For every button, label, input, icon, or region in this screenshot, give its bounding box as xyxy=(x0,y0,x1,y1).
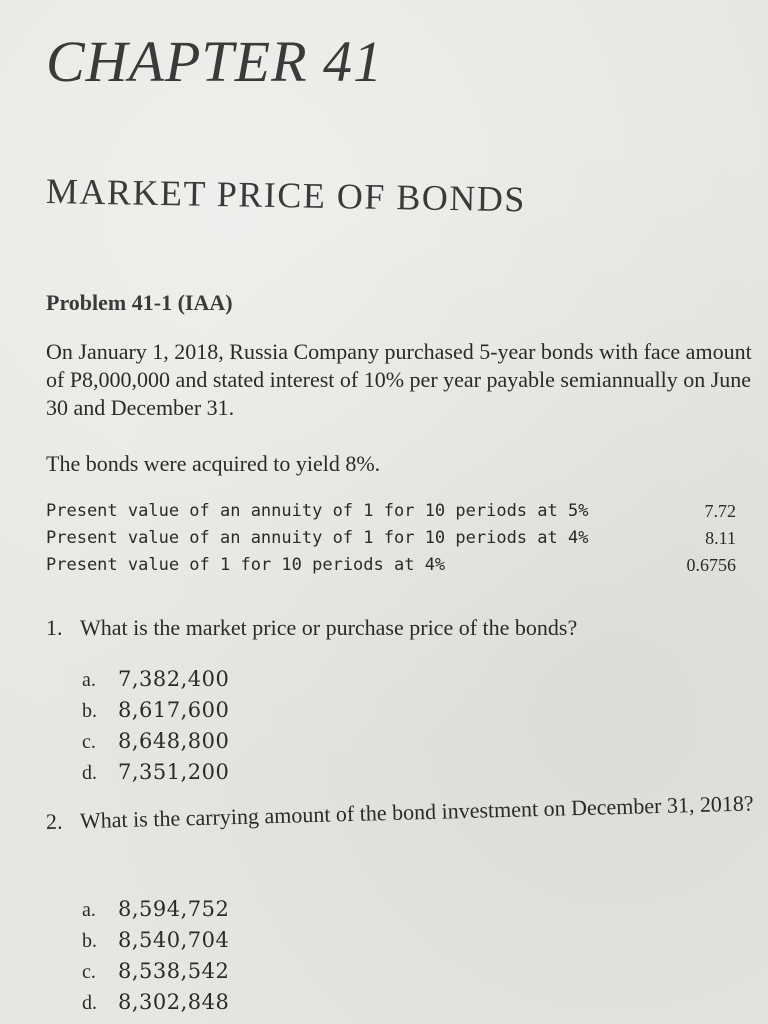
option-letter: d. xyxy=(82,992,97,1014)
option-letter: d. xyxy=(82,762,97,784)
option-value: 8,594,752 xyxy=(118,897,230,921)
option-letter: c. xyxy=(82,961,96,983)
section-title: MARKET PRICE OF BONDS xyxy=(45,171,527,220)
option-letter: b. xyxy=(82,700,97,722)
question-1-options xyxy=(82,664,229,788)
option-value: 8,302,848 xyxy=(118,990,230,1014)
answer-option xyxy=(82,664,229,695)
answer-option xyxy=(82,987,229,1018)
pv-factor-value: 7.72 xyxy=(704,501,736,521)
option-letter: a. xyxy=(82,899,96,921)
option-value: 8,540,704 xyxy=(118,928,230,952)
pv-factor-row xyxy=(46,498,736,525)
pv-factor-description: Present value of an annuity of 1 for 10 periods at 5% xyxy=(46,501,589,521)
answer-option xyxy=(82,695,229,726)
option-letter: b. xyxy=(82,930,97,952)
question-text: What is the market price or purchase price of the bonds? xyxy=(80,615,578,640)
option-value: 8,617,600 xyxy=(118,698,230,722)
pv-factor-row xyxy=(46,525,736,552)
question-2 xyxy=(46,789,758,836)
answer-option xyxy=(82,726,229,757)
present-value-factors xyxy=(46,498,736,579)
pv-factor-value: 0.6756 xyxy=(686,555,736,575)
option-value: 8,538,542 xyxy=(118,959,230,983)
pv-factor-value: 8.11 xyxy=(705,528,736,548)
pv-factor-row xyxy=(46,552,736,579)
yield-statement: The bonds were acquired to yield 8%. xyxy=(46,451,381,476)
question-number: 2. xyxy=(45,808,63,834)
answer-option xyxy=(82,894,229,925)
option-letter: c. xyxy=(82,731,96,753)
answer-option xyxy=(82,757,229,788)
option-value: 7,382,400 xyxy=(118,667,230,691)
pv-factor-description: Present value of 1 for 10 periods at 4% xyxy=(46,555,446,575)
question-text: What is the carrying amount of the bond investment on December 31, 2018? xyxy=(79,790,754,834)
problem-statement: On January 1, 2018, Russia Company purchased 5-year bonds with face amount of P8,000,000 and stated interest of 10% per year payable semiannually on June 30 and December 31. xyxy=(46,339,752,420)
answer-option xyxy=(82,956,229,987)
question-1 xyxy=(46,614,758,642)
option-value: 7,351,200 xyxy=(118,760,230,784)
question-2-options xyxy=(82,894,229,1018)
chapter-title: CHAPTER 41 xyxy=(46,29,384,94)
pv-factor-description: Present value of an annuity of 1 for 10 periods at 4% xyxy=(46,528,589,548)
option-letter: a. xyxy=(82,669,96,691)
option-value: 8,648,800 xyxy=(118,729,230,753)
problem-label: Problem 41-1 (IAA) xyxy=(46,290,233,315)
answer-option xyxy=(82,925,229,956)
question-number: 1. xyxy=(46,615,63,640)
